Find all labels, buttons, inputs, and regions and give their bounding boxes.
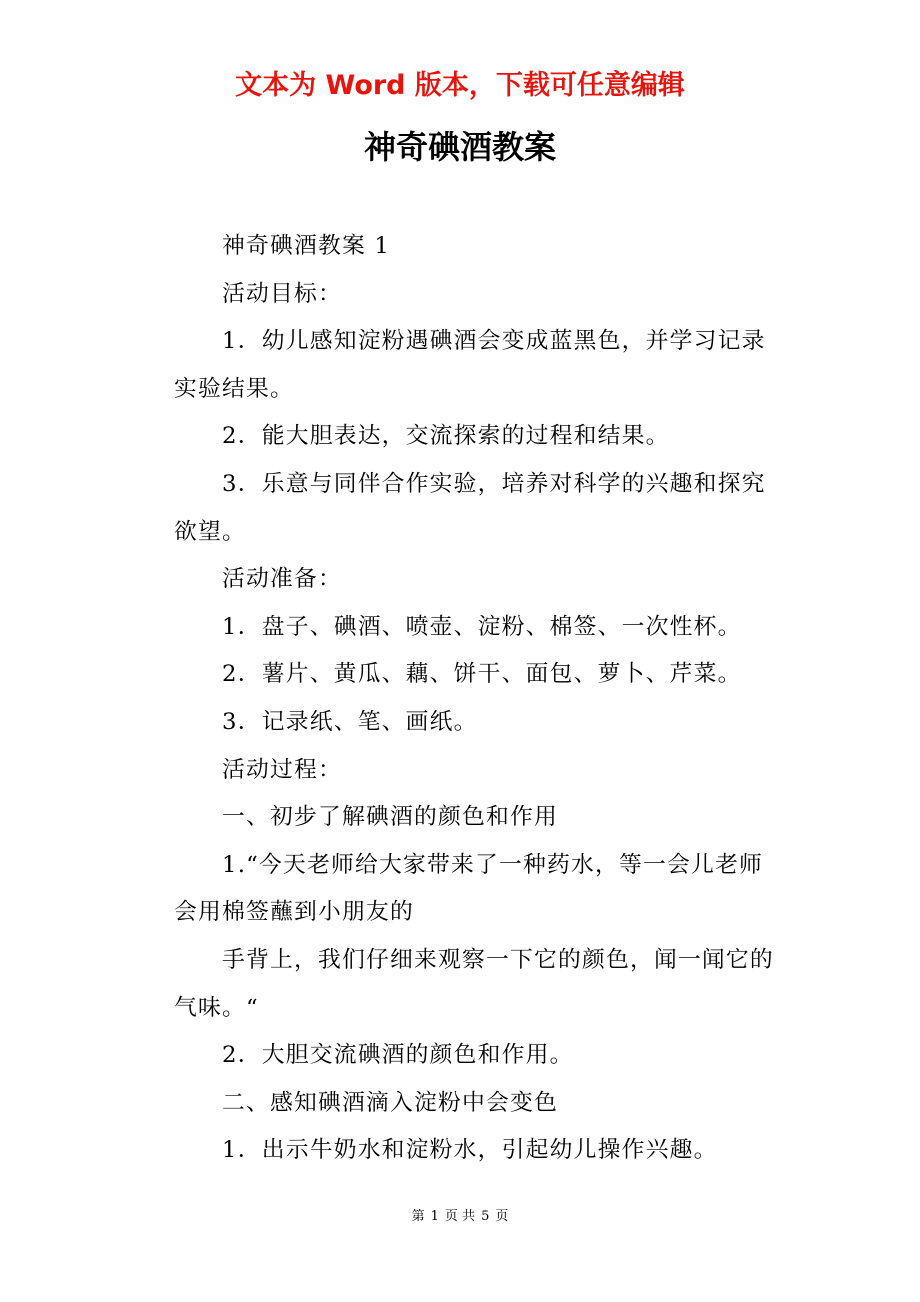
page-footer — [0, 1207, 920, 1227]
footer-prefix: 第 — [411, 1209, 425, 1224]
paragraph: 1.“今天老师给大家带来了一种药水，等一会儿老师会用棉签蘸到小朋友的 — [174, 851, 763, 926]
paragraph: 活动准备： — [222, 566, 342, 593]
paragraph: 1．盘子、碘酒、喷壶、淀粉、棉签、一次性杯。 — [222, 613, 742, 640]
paragraph: 3．记录纸、笔、画纸。 — [222, 708, 478, 735]
paragraph: 神奇碘酒教案 1 — [222, 233, 391, 259]
footer-suffix: 页 — [495, 1209, 509, 1224]
paragraph: 1．出示牛奶水和淀粉水，引起幼儿操作兴趣。 — [222, 1137, 718, 1164]
footer-current-page: 1 — [430, 1209, 439, 1224]
paragraph: 一、初步了解碘酒的颜色和作用 — [222, 804, 558, 831]
paragraph: 2．薯片、黄瓜、藕、饼干、面包、萝卜、芹菜。 — [222, 661, 742, 688]
footer-middle: 页 共 — [444, 1209, 476, 1224]
paragraph: 1．幼儿感知淀粉遇碘酒会变成蓝黑色，并学习记录实验结果。 — [174, 328, 766, 402]
footer-total-pages: 5 — [481, 1209, 490, 1224]
document-body — [174, 223, 784, 1175]
paragraph: 手背上，我们仔细来观察一下它的颜色，闻一闻它的气味。“ — [174, 946, 774, 1021]
document-title: 神奇碘酒教案 — [363, 128, 556, 166]
paragraph: 2．能大胆表达，交流探索的过程和结果。 — [222, 423, 670, 450]
download-banner: 文本为 Word 版本，下载可任意编辑 — [235, 70, 685, 101]
paragraph: 活动目标： — [222, 280, 342, 307]
paragraph: 二、感知碘酒滴入淀粉中会变色 — [222, 1089, 558, 1116]
paragraph: 2．大胆交流碘酒的颜色和作用。 — [222, 1042, 574, 1069]
paragraph: 活动过程： — [222, 756, 342, 783]
paragraph: 3．乐意与同伴合作实验，培养对科学的兴趣和探究欲望。 — [174, 470, 766, 545]
